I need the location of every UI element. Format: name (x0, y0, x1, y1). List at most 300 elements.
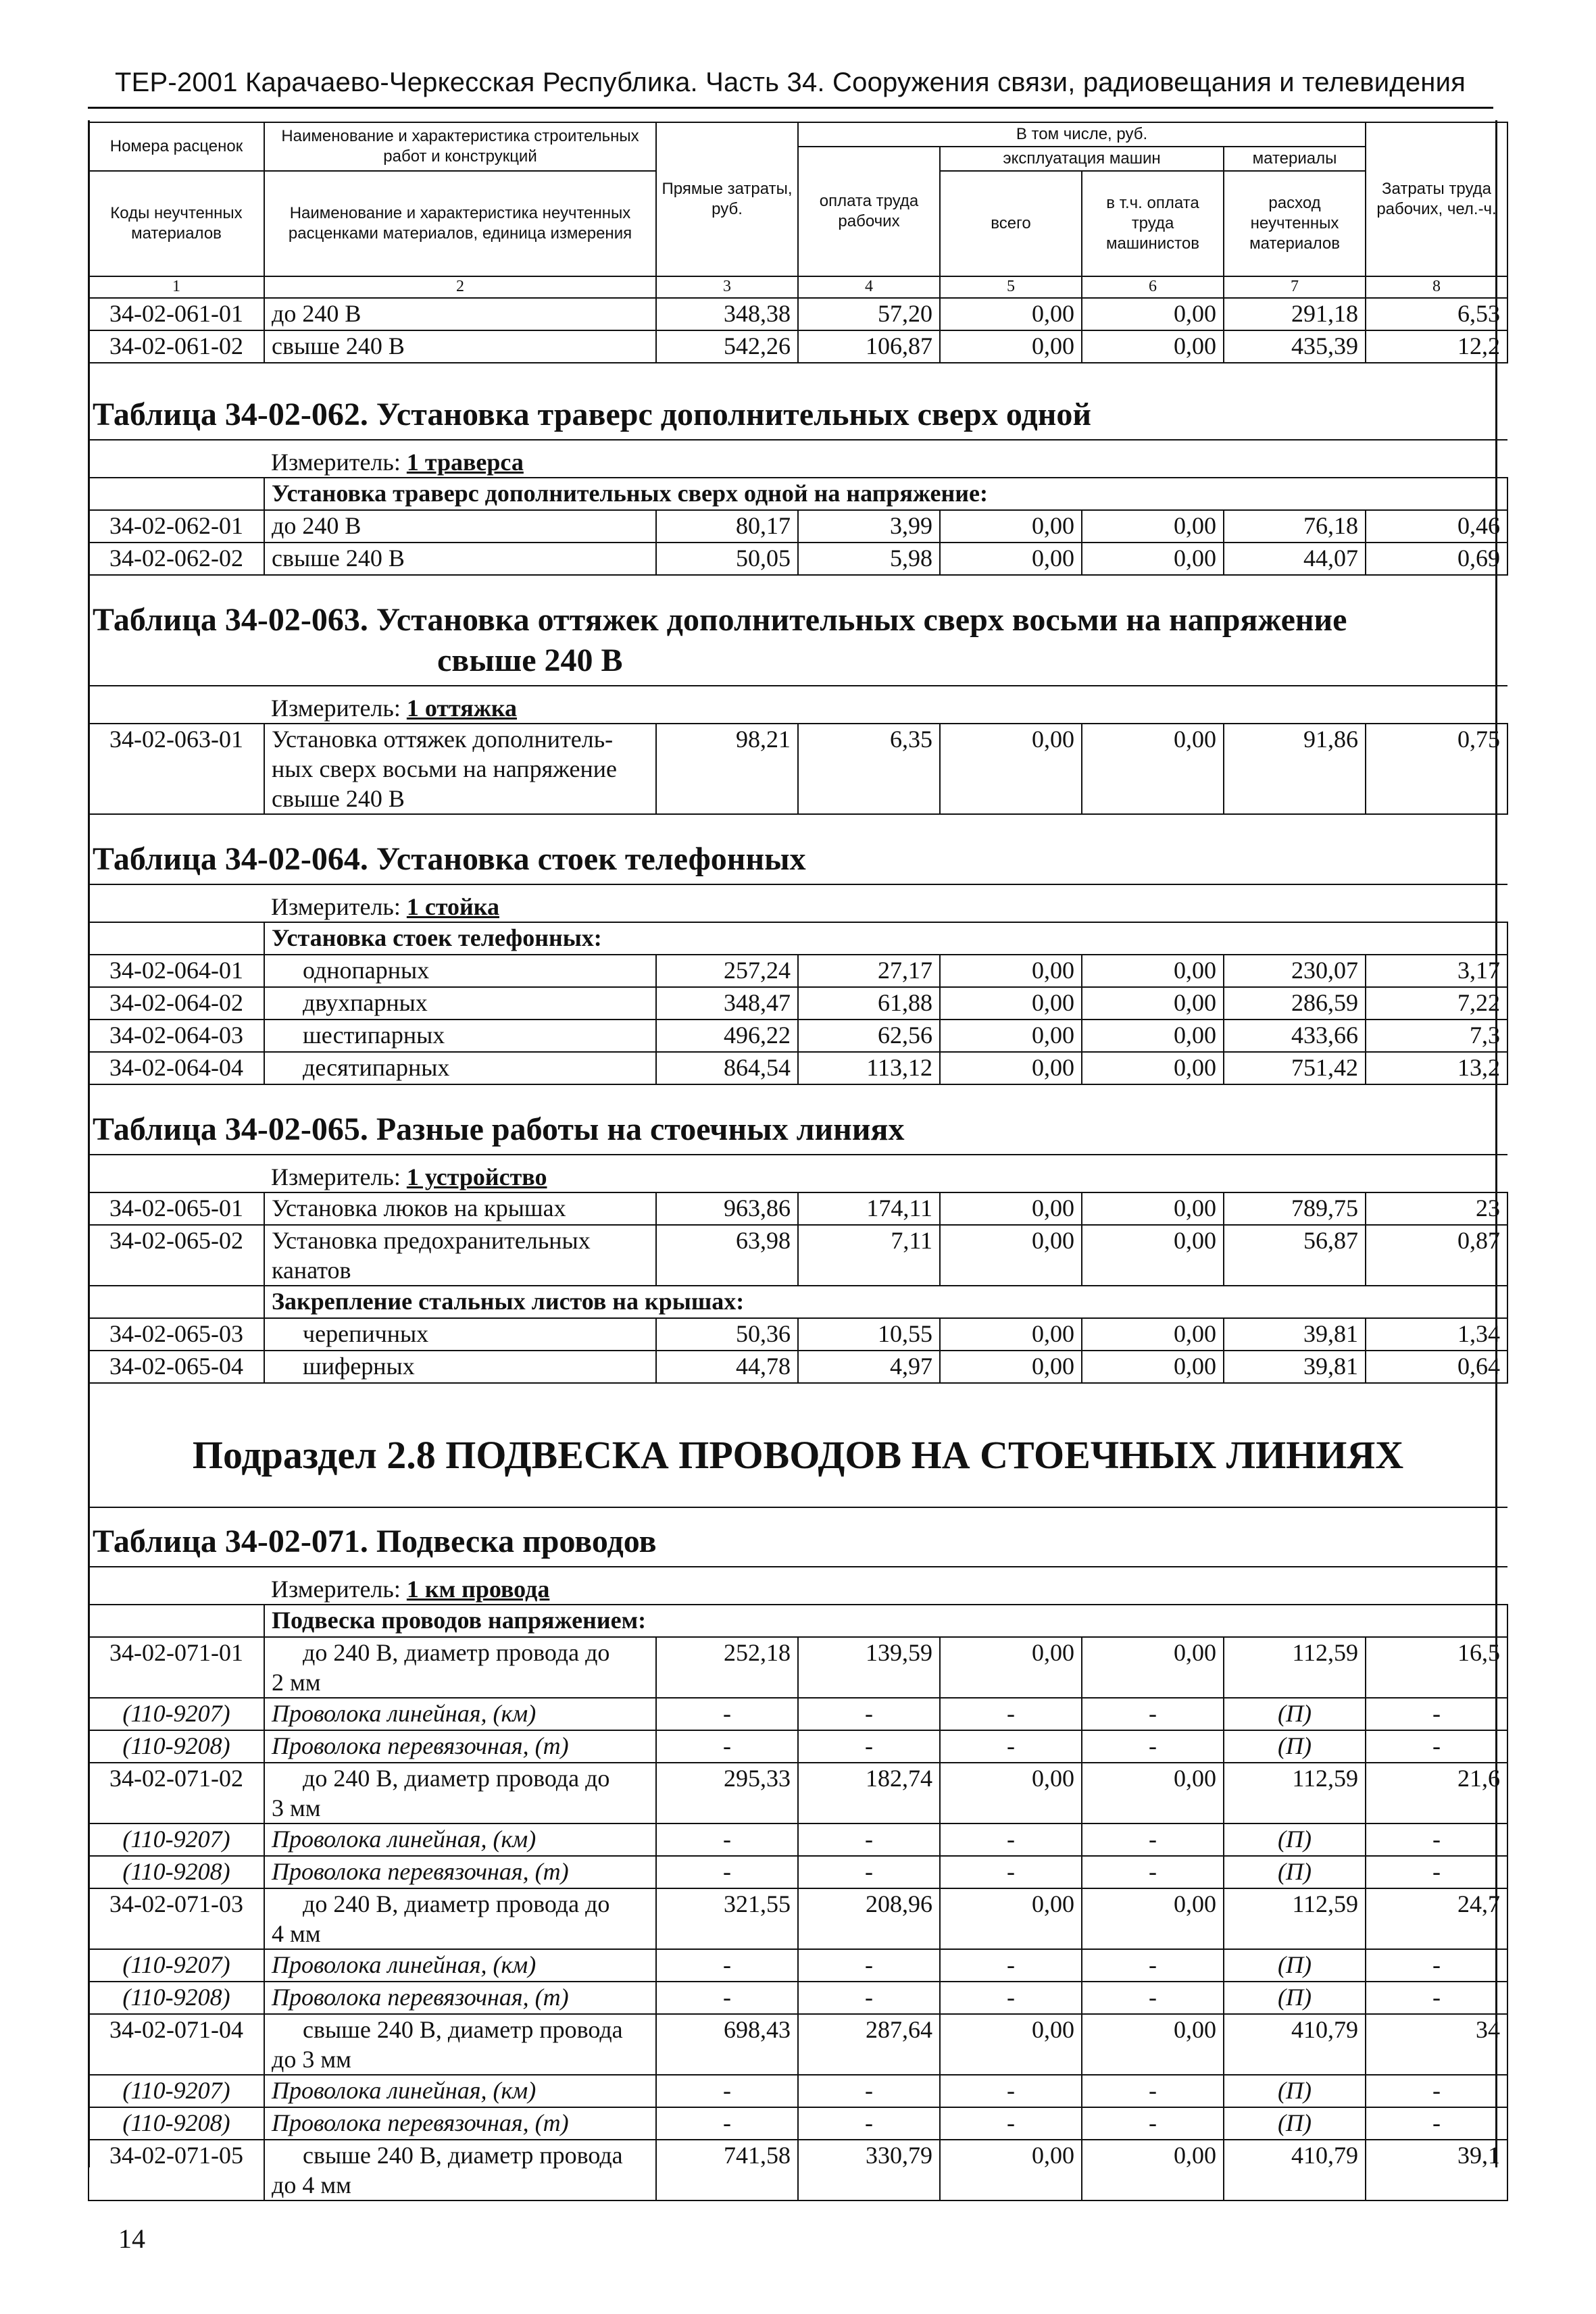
cell-wages: 7,11 (798, 1225, 940, 1286)
cell-dash: - (1082, 1856, 1224, 1888)
hdr-col4: оплата труда рабочих (798, 147, 940, 276)
table-row (89, 330, 1507, 363)
cell-direct: 50,05 (656, 543, 798, 575)
table-row (89, 987, 1507, 1020)
col-number: 7 (1224, 276, 1366, 298)
material-row (89, 1856, 1507, 1888)
cell-materials: 112,59 (1224, 1763, 1366, 1823)
table-title-062: Таблица 34-02-062. Установка траверс дополнительных сверх одной (89, 363, 1507, 440)
cell-dash: - (940, 1982, 1082, 2014)
cell-dash: - (940, 1730, 1082, 1763)
name-line: 4 мм (272, 1920, 321, 1947)
table-row (89, 724, 1507, 814)
cell-labor: 23 (1366, 1192, 1507, 1225)
cell-labor: 6,53 (1366, 298, 1507, 330)
material-name: Проволока перевязочная, (т) (264, 1730, 656, 1763)
cell-direct: 295,33 (656, 1763, 798, 1823)
rate-name: однопарных (264, 955, 656, 987)
cell-wages: 27,17 (798, 955, 940, 987)
cell-machinists: 0,00 (1082, 1052, 1224, 1084)
subheader: Установка стоек телефонных: (264, 922, 1507, 955)
cell-machines: 0,00 (940, 1351, 1082, 1383)
cell-dash: - (1366, 1823, 1507, 1856)
cell-dash: - (940, 1949, 1082, 1982)
measure-label: Измеритель: (271, 449, 401, 476)
cell-wages: 3,99 (798, 510, 940, 543)
cell-labor: 7,3 (1366, 1020, 1507, 1052)
cell-direct: 348,38 (656, 298, 798, 330)
cell-machinists: 0,00 (1082, 1763, 1224, 1823)
measure-spacer (89, 686, 264, 724)
cell-machines: 0,00 (940, 2140, 1082, 2200)
cell-materials: 410,79 (1224, 2014, 1366, 2075)
cell-materials: 76,18 (1224, 510, 1366, 543)
name-line: Установка оттяжек дополнитель- (272, 726, 614, 753)
cell-machinists: 0,00 (1082, 1225, 1224, 1286)
cell-unaccounted: (П) (1224, 1856, 1366, 1888)
cell-dash: - (1082, 1698, 1224, 1730)
cell-direct: 963,86 (656, 1192, 798, 1225)
cell-machines: 0,00 (940, 987, 1082, 1020)
rates-table (88, 122, 1508, 2201)
hdr-col8: Затраты труда рабочих, чел.-ч. (1366, 122, 1507, 276)
rate-code: 34-02-065-03 (89, 1318, 264, 1351)
cell-dash: - (656, 1698, 798, 1730)
hdr-col7: расход неучтенных материалов (1224, 171, 1366, 276)
cell-wages: 174,11 (798, 1192, 940, 1225)
cell-direct: 321,55 (656, 1888, 798, 1949)
name-line: ных сверх восьми на напряжение (272, 755, 618, 782)
cell-dash: - (1366, 2075, 1507, 2107)
material-name: Проволока перевязочная, (т) (264, 2107, 656, 2140)
subheader-spacer (89, 1286, 264, 1318)
col-number: 8 (1366, 276, 1507, 298)
cell-labor: 0,69 (1366, 543, 1507, 575)
rate-name (264, 724, 656, 814)
cell-machines: 0,00 (940, 2014, 1082, 2075)
cell-labor: 39,1 (1366, 2140, 1507, 2200)
hdr-col2-bottom: Наименование и характеристика неучтенных расценками материалов, единица измерения (264, 171, 656, 276)
table-row (89, 1318, 1507, 1351)
measure-label: Измеритель: (271, 1576, 401, 1603)
cell-unaccounted: (П) (1224, 1949, 1366, 1982)
cell-machinists: 0,00 (1082, 1192, 1224, 1225)
material-code: (110-9207) (89, 2075, 264, 2107)
cell-machinists: 0,00 (1082, 1888, 1224, 1949)
hdr-col2-top: Наименование и характеристика строительных работ и конструкций (264, 122, 656, 171)
cell-direct: 80,17 (656, 510, 798, 543)
material-row (89, 1823, 1507, 1856)
table-title-063 (89, 575, 1507, 686)
name-line: свыше 240 В, диаметр провода (303, 2142, 623, 2169)
cell-dash: - (1366, 1982, 1507, 2014)
cell-wages: 6,35 (798, 724, 940, 814)
measure-spacer (89, 884, 264, 922)
rate-code: 34-02-064-01 (89, 955, 264, 987)
name-line: до 240 В, диаметр провода до (303, 1639, 610, 1666)
rate-code: 34-02-063-01 (89, 724, 264, 814)
cell-materials: 751,42 (1224, 1052, 1366, 1084)
rate-code: 34-02-071-03 (89, 1888, 264, 1949)
table-title-064: Таблица 34-02-064. Установка стоек телефонных (89, 814, 1507, 884)
cell-dash: - (940, 1823, 1082, 1856)
col-number: 2 (264, 276, 656, 298)
cell-dash: - (656, 1730, 798, 1763)
table-row (89, 2140, 1507, 2200)
cell-direct: 864,54 (656, 1052, 798, 1084)
cell-wages: 330,79 (798, 2140, 940, 2200)
cell-machines: 0,00 (940, 1225, 1082, 1286)
cell-dash: - (940, 2075, 1082, 2107)
col-number: 6 (1082, 276, 1224, 298)
table-row (89, 510, 1507, 543)
cell-machines: 0,00 (940, 298, 1082, 330)
cell-dash: - (656, 1949, 798, 1982)
name-line: Установка предохранительных (272, 1227, 591, 1254)
subheader: Закрепление стальных листов на крышах: (264, 1286, 1507, 1318)
cell-direct: 63,98 (656, 1225, 798, 1286)
cell-dash: - (1366, 1730, 1507, 1763)
cell-unaccounted: (П) (1224, 2075, 1366, 2107)
rate-code: 34-02-071-01 (89, 1637, 264, 1698)
name-line: до 240 В, диаметр провода до (303, 1890, 610, 1917)
material-row (89, 2075, 1507, 2107)
cell-wages: 62,56 (798, 1020, 940, 1052)
rate-name (264, 1763, 656, 1823)
hdr-group: В том числе, руб. (798, 122, 1366, 147)
cell-direct: 348,47 (656, 987, 798, 1020)
cell-machines: 0,00 (940, 510, 1082, 543)
cell-dash: - (798, 1982, 940, 2014)
table-row (89, 543, 1507, 575)
page-number: 14 (118, 2223, 145, 2254)
measure-spacer (89, 1155, 264, 1192)
cell-machinists: 0,00 (1082, 1020, 1224, 1052)
cell-materials: 433,66 (1224, 1020, 1366, 1052)
name-line: до 240 В, диаметр провода до (303, 1765, 610, 1792)
material-code: (110-9207) (89, 1823, 264, 1856)
rate-name: шиферных (264, 1351, 656, 1383)
title-rule (88, 107, 1493, 109)
cell-dash: - (798, 2075, 940, 2107)
table-row (89, 1888, 1507, 1949)
cell-materials: 56,87 (1224, 1225, 1366, 1286)
rate-code: 34-02-062-02 (89, 543, 264, 575)
cell-unaccounted: (П) (1224, 1982, 1366, 2014)
table-row (89, 298, 1507, 330)
material-name: Проволока линейная, (км) (264, 1823, 656, 1856)
cell-dash: - (656, 1856, 798, 1888)
hdr-col6: в т.ч. оплата труда машинистов (1082, 171, 1224, 276)
cell-wages: 208,96 (798, 1888, 940, 1949)
cell-wages: 5,98 (798, 543, 940, 575)
cell-dash: - (1366, 1856, 1507, 1888)
cell-machines: 0,00 (940, 330, 1082, 363)
cell-machines: 0,00 (940, 724, 1082, 814)
col-number: 4 (798, 276, 940, 298)
cell-machinists: 0,00 (1082, 724, 1224, 814)
rate-code: 34-02-071-05 (89, 2140, 264, 2200)
cell-wages: 139,59 (798, 1637, 940, 1698)
cell-unaccounted: (П) (1224, 1698, 1366, 1730)
measure-line (264, 440, 1507, 478)
rate-code: 34-02-062-01 (89, 510, 264, 543)
cell-labor: 1,34 (1366, 1318, 1507, 1351)
cell-dash: - (1082, 1823, 1224, 1856)
rate-name: десятипарных (264, 1052, 656, 1084)
measure-line (264, 1567, 1507, 1605)
measure-line (264, 884, 1507, 922)
cell-labor: 21,6 (1366, 1763, 1507, 1823)
material-row (89, 1949, 1507, 1982)
cell-direct: 98,21 (656, 724, 798, 814)
measure-label: Измеритель: (271, 1163, 401, 1190)
cell-direct: 698,43 (656, 2014, 798, 2075)
cell-dash: - (798, 1856, 940, 1888)
cell-direct: 50,36 (656, 1318, 798, 1351)
rate-code: 34-02-061-02 (89, 330, 264, 363)
cell-labor: 0,46 (1366, 510, 1507, 543)
rate-code: 34-02-064-03 (89, 1020, 264, 1052)
cell-machinists: 0,00 (1082, 330, 1224, 363)
rate-name: до 240 В (264, 298, 656, 330)
rate-name: черепичных (264, 1318, 656, 1351)
cell-machinists: 0,00 (1082, 543, 1224, 575)
material-code: (110-9208) (89, 1730, 264, 1763)
name-line: до 4 мм (272, 2171, 351, 2198)
cell-unaccounted: (П) (1224, 1823, 1366, 1856)
cell-dash: - (656, 1823, 798, 1856)
cell-labor: 12,2 (1366, 330, 1507, 363)
rate-code: 34-02-071-04 (89, 2014, 264, 2075)
cell-direct: 252,18 (656, 1637, 798, 1698)
cell-dash: - (1366, 1698, 1507, 1730)
title-line: Таблица 34-02-063. Установка оттяжек дополнительных сверх восьми на напряжение (93, 602, 1347, 638)
cell-materials: 410,79 (1224, 2140, 1366, 2200)
section-title: Подраздел 2.8 ПОДВЕСКА ПРОВОДОВ НА СТОЕЧНЫХ ЛИНИЯХ (89, 1383, 1507, 1507)
measure-value: 1 устройство (406, 1163, 547, 1190)
cell-materials: 112,59 (1224, 1888, 1366, 1949)
cell-dash: - (656, 1982, 798, 2014)
material-name: Проволока перевязочная, (т) (264, 1982, 656, 2014)
material-name: Проволока линейная, (км) (264, 1949, 656, 1982)
table-row (89, 1637, 1507, 1698)
cell-labor: 0,87 (1366, 1225, 1507, 1286)
material-code: (110-9208) (89, 1982, 264, 2014)
name-line: до 3 мм (272, 2046, 351, 2073)
cell-machinists: 0,00 (1082, 1318, 1224, 1351)
cell-machines: 0,00 (940, 1763, 1082, 1823)
cell-dash: - (1082, 1730, 1224, 1763)
cell-dash: - (1366, 2107, 1507, 2140)
measure-value: 1 траверса (406, 449, 524, 476)
title-line: свыше 240 В (437, 643, 623, 678)
measure-value: 1 стойка (406, 893, 499, 920)
subheader-spacer (89, 1605, 264, 1637)
subheader: Подвеска проводов напряжением: (264, 1605, 1507, 1637)
hdr-materials: материалы (1224, 147, 1366, 171)
hdr-col1-bottom: Коды неучтенных материалов (89, 171, 264, 276)
material-row (89, 1698, 1507, 1730)
cell-labor: 24,7 (1366, 1888, 1507, 1949)
measure-spacer (89, 440, 264, 478)
rate-name (264, 2140, 656, 2200)
col-number: 1 (89, 276, 264, 298)
cell-direct: 542,26 (656, 330, 798, 363)
cell-unaccounted: (П) (1224, 1730, 1366, 1763)
rate-code: 34-02-071-02 (89, 1763, 264, 1823)
measure-line (264, 686, 1507, 724)
rate-code: 34-02-065-01 (89, 1192, 264, 1225)
name-line: 3 мм (272, 1794, 321, 1821)
cell-machinists: 0,00 (1082, 1637, 1224, 1698)
cell-machines: 0,00 (940, 1052, 1082, 1084)
material-name: Проволока перевязочная, (т) (264, 1856, 656, 1888)
rate-code: 34-02-061-01 (89, 298, 264, 330)
cell-materials: 286,59 (1224, 987, 1366, 1020)
measure-line (264, 1155, 1507, 1192)
cell-labor: 3,17 (1366, 955, 1507, 987)
material-name: Проволока линейная, (км) (264, 2075, 656, 2107)
measure-label: Измеритель: (271, 695, 401, 722)
cell-dash: - (656, 2107, 798, 2140)
cell-labor: 13,2 (1366, 1052, 1507, 1084)
cell-dash: - (798, 1698, 940, 1730)
rate-name: шестипарных (264, 1020, 656, 1052)
table-row (89, 2014, 1507, 2075)
cell-direct: 257,24 (656, 955, 798, 987)
table-row (89, 1192, 1507, 1225)
subheader: Установка траверс дополнительных сверх одной на напряжение: (264, 478, 1507, 510)
cell-dash: - (798, 1823, 940, 1856)
hdr-col1-top: Номера расценок (89, 122, 264, 171)
table-row (89, 1351, 1507, 1383)
cell-dash: - (798, 2107, 940, 2140)
cell-machinists: 0,00 (1082, 955, 1224, 987)
table-title-071: Таблица 34-02-071. Подвеска проводов (89, 1507, 1507, 1567)
cell-wages: 113,12 (798, 1052, 940, 1084)
cell-dash: - (1082, 2075, 1224, 2107)
rate-name (264, 1225, 656, 1286)
rate-name: до 240 В (264, 510, 656, 543)
material-row (89, 1730, 1507, 1763)
material-code: (110-9208) (89, 2107, 264, 2140)
cell-machines: 0,00 (940, 1888, 1082, 1949)
cell-wages: 61,88 (798, 987, 940, 1020)
cell-direct: 44,78 (656, 1351, 798, 1383)
table-row (89, 1225, 1507, 1286)
cell-machinists: 0,00 (1082, 2014, 1224, 2075)
rate-code: 34-02-065-04 (89, 1351, 264, 1383)
material-name: Проволока линейная, (км) (264, 1698, 656, 1730)
name-line: 2 мм (272, 1669, 321, 1696)
measure-value: 1 км провода (406, 1576, 550, 1603)
hdr-col3: Прямые затраты, руб. (656, 122, 798, 276)
table-row (89, 1020, 1507, 1052)
rate-code: 34-02-064-04 (89, 1052, 264, 1084)
cell-labor: 34 (1366, 2014, 1507, 2075)
cell-dash: - (1082, 1949, 1224, 1982)
cell-labor: 7,22 (1366, 987, 1507, 1020)
cell-labor: 0,64 (1366, 1351, 1507, 1383)
cell-dash: - (940, 2107, 1082, 2140)
cell-dash: - (1366, 1949, 1507, 1982)
name-line: канатов (272, 1257, 351, 1284)
cell-dash: - (798, 1949, 940, 1982)
cell-machinists: 0,00 (1082, 298, 1224, 330)
subheader-spacer (89, 922, 264, 955)
cell-wages: 182,74 (798, 1763, 940, 1823)
cell-dash: - (798, 1730, 940, 1763)
name-line: свыше 240 В (272, 785, 405, 812)
cell-machines: 0,00 (940, 955, 1082, 987)
cell-materials: 435,39 (1224, 330, 1366, 363)
subheader-spacer (89, 478, 264, 510)
cell-machinists: 0,00 (1082, 510, 1224, 543)
table-row (89, 1763, 1507, 1823)
rate-code: 34-02-065-02 (89, 1225, 264, 1286)
cell-dash: - (1082, 2107, 1224, 2140)
name-line: свыше 240 В, диаметр провода (303, 2016, 623, 2043)
table-row (89, 955, 1507, 987)
cell-machinists: 0,00 (1082, 2140, 1224, 2200)
rate-name (264, 1888, 656, 1949)
cell-machinists: 0,00 (1082, 987, 1224, 1020)
cell-materials: 44,07 (1224, 543, 1366, 575)
rate-name: Установка люков на крышах (264, 1192, 656, 1225)
cell-wages: 10,55 (798, 1318, 940, 1351)
cell-materials: 39,81 (1224, 1318, 1366, 1351)
cell-machines: 0,00 (940, 1192, 1082, 1225)
cell-dash: - (940, 1698, 1082, 1730)
cell-dash: - (940, 1856, 1082, 1888)
measure-label: Измеритель: (271, 893, 401, 920)
rate-code: 34-02-064-02 (89, 987, 264, 1020)
material-row (89, 1982, 1507, 2014)
hdr-col5: всего (940, 171, 1082, 276)
cell-direct: 496,22 (656, 1020, 798, 1052)
cell-machines: 0,00 (940, 1020, 1082, 1052)
cell-labor: 0,75 (1366, 724, 1507, 814)
cell-labor: 16,5 (1366, 1637, 1507, 1698)
cell-direct: 741,58 (656, 2140, 798, 2200)
table-title-065: Таблица 34-02-065. Разные работы на стоечных линиях (89, 1084, 1507, 1155)
cell-machines: 0,00 (940, 1318, 1082, 1351)
cell-materials: 112,59 (1224, 1637, 1366, 1698)
material-code: (110-9207) (89, 1698, 264, 1730)
hdr-machines: эксплуатация машин (940, 147, 1224, 171)
cell-materials: 91,86 (1224, 724, 1366, 814)
cell-dash: - (1082, 1982, 1224, 2014)
material-code: (110-9207) (89, 1949, 264, 1982)
page-title: ТЕР-2001 Карачаево-Черкесская Республика. Часть 34. Сооружения связи, радиовещания и телевидения (115, 68, 1466, 97)
cell-wages: 4,97 (798, 1351, 940, 1383)
table-row (89, 1052, 1507, 1084)
cell-materials: 39,81 (1224, 1351, 1366, 1383)
rate-name: свыше 240 В (264, 543, 656, 575)
material-row (89, 2107, 1507, 2140)
measure-value: 1 оттяжка (406, 695, 518, 722)
material-code: (110-9208) (89, 1856, 264, 1888)
col-number: 3 (656, 276, 798, 298)
cell-machines: 0,00 (940, 543, 1082, 575)
cell-materials: 789,75 (1224, 1192, 1366, 1225)
cell-machinists: 0,00 (1082, 1351, 1224, 1383)
rate-name (264, 1637, 656, 1698)
cell-wages: 287,64 (798, 2014, 940, 2075)
col-number: 5 (940, 276, 1082, 298)
cell-wages: 106,87 (798, 330, 940, 363)
